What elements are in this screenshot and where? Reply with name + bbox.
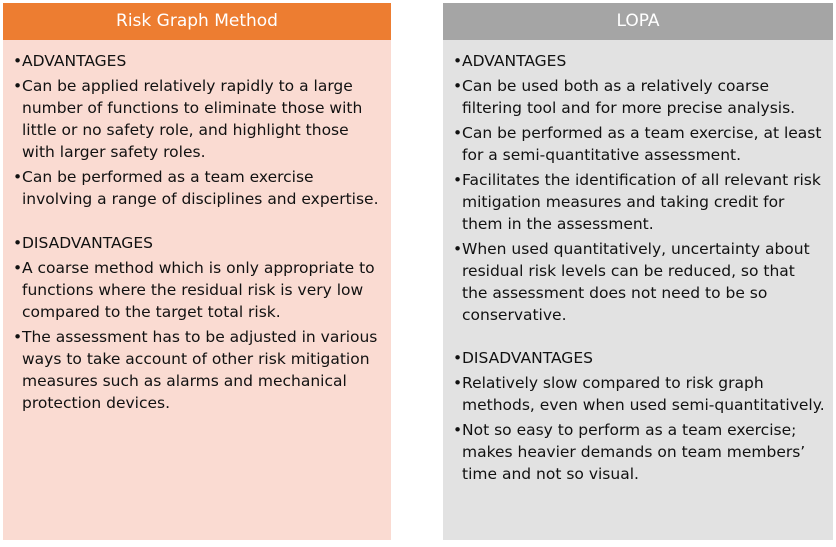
list-item-text: Can be performed as a team exercise, at least for a semi-quantitative assessment. bbox=[462, 124, 822, 164]
list-item-text: A coarse method which is only appropriate to functions where the residual risk is very low compared to the target total risk. bbox=[22, 259, 375, 321]
section-spacer bbox=[13, 213, 383, 232]
lopa-header: LOPA bbox=[443, 3, 833, 40]
lopa-disadvantages-heading bbox=[453, 347, 825, 369]
section-label: DISADVANTAGES bbox=[462, 349, 593, 367]
list-item-text: The assessment has to be adjusted in various ways to take account of other risk mitigation measures such as alarms and mechanical protection devices. bbox=[22, 328, 378, 412]
list-item bbox=[13, 75, 383, 163]
list-item-text: Can be performed as a team exercise involving a range of disciplines and expertise. bbox=[22, 168, 379, 208]
lopa-advantages-heading bbox=[453, 50, 825, 72]
bullet-icon: • bbox=[453, 77, 463, 95]
list-item-text: Facilitates the identification of all relevant risk mitigation measures and taking credit for them in the assessment. bbox=[462, 171, 821, 233]
risk-graph-disadvantages-heading bbox=[13, 232, 383, 254]
bullet-icon: • bbox=[13, 77, 23, 95]
bullet-icon: • bbox=[453, 124, 463, 142]
list-item bbox=[453, 419, 825, 485]
list-item bbox=[453, 122, 825, 166]
list-item bbox=[453, 75, 825, 119]
list-item bbox=[13, 166, 383, 210]
bullet-icon: • bbox=[453, 421, 463, 439]
bullet-icon: • bbox=[13, 168, 23, 186]
risk-graph-body bbox=[3, 40, 391, 540]
list-item-text: Can be applied relatively rapidly to a large number of functions to eliminate those with little or no safety role, and highlight those with larger safety roles. bbox=[22, 77, 363, 161]
list-item bbox=[13, 257, 383, 323]
risk-graph-header: Risk Graph Method bbox=[3, 3, 391, 40]
list-item-text: When used quantitatively, uncertainty about residual risk levels can be reduced, so that the assessment does not need to be so conservative. bbox=[462, 240, 810, 324]
bullet-icon: • bbox=[13, 52, 23, 70]
bullet-icon: • bbox=[453, 52, 463, 70]
lopa-panel bbox=[443, 3, 833, 540]
bullet-icon: • bbox=[13, 259, 23, 277]
bullet-icon: • bbox=[13, 234, 23, 252]
section-label: ADVANTAGES bbox=[462, 52, 567, 70]
list-item bbox=[13, 326, 383, 414]
list-item-text: Can be used both as a relatively coarse filtering tool and for more precise analysis. bbox=[462, 77, 796, 117]
bullet-icon: • bbox=[13, 328, 23, 346]
bullet-icon: • bbox=[453, 374, 463, 392]
bullet-icon: • bbox=[453, 349, 463, 367]
section-label: DISADVANTAGES bbox=[22, 234, 153, 252]
section-spacer bbox=[453, 329, 825, 347]
risk-graph-panel bbox=[3, 3, 391, 540]
bullet-icon: • bbox=[453, 171, 463, 189]
list-item-text: Not so easy to perform as a team exercise; makes heavier demands on team members’ time and not so visual. bbox=[462, 421, 806, 483]
section-label: ADVANTAGES bbox=[22, 52, 127, 70]
list-item bbox=[453, 238, 825, 326]
bullet-icon: • bbox=[453, 240, 463, 258]
list-item-text: Relatively slow compared to risk graph methods, even when used semi-quantitatively. bbox=[462, 374, 825, 414]
risk-graph-advantages-heading bbox=[13, 50, 383, 72]
lopa-body bbox=[443, 40, 833, 540]
list-item bbox=[453, 169, 825, 235]
list-item bbox=[453, 372, 825, 416]
